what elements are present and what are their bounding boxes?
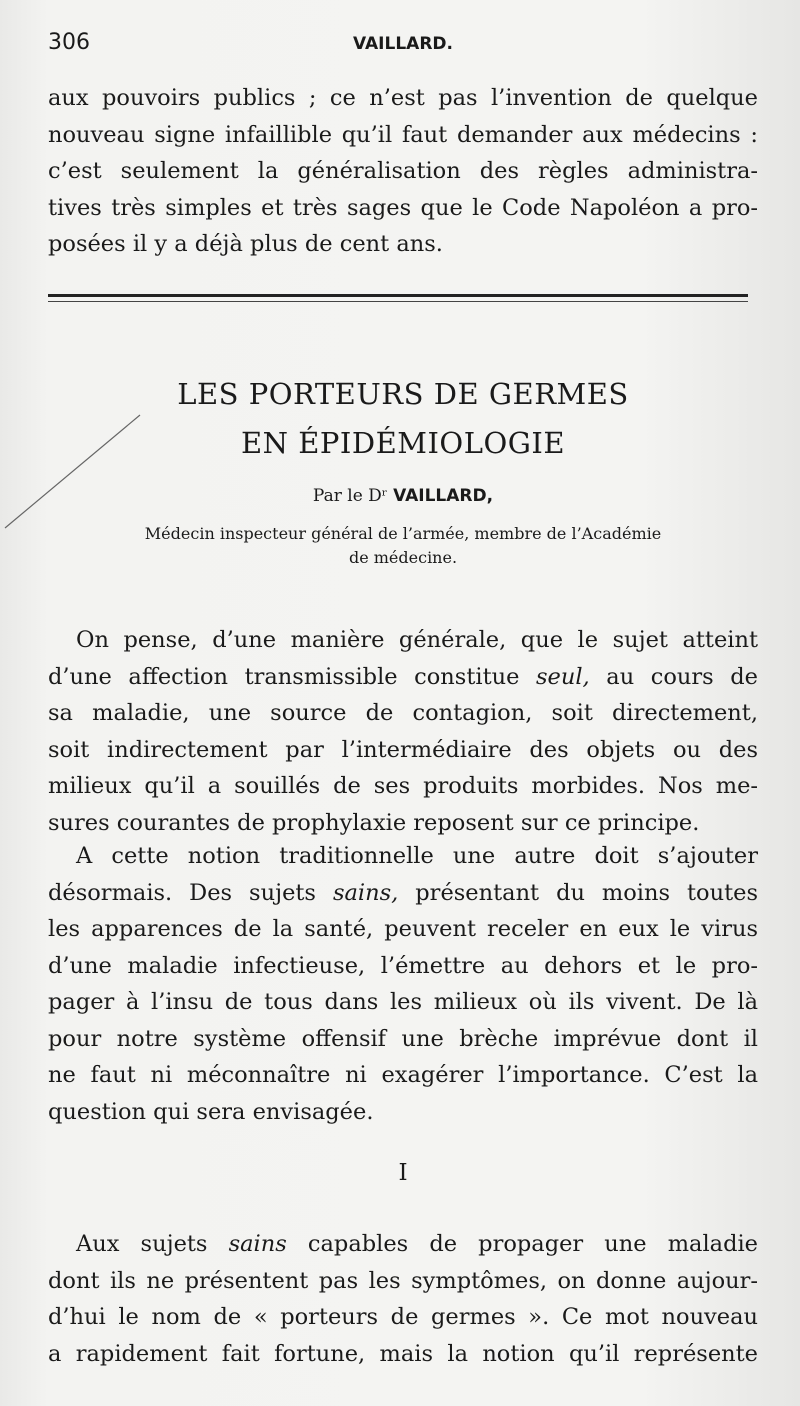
title-line: LES PORTEURS DE GERMES [177,377,629,411]
text-line: ne faut ni méconnaître ni exagérer l’importance. C’est la [48,1062,758,1088]
text-run: au cours de [589,663,758,690]
text-line: a rapidement fait fortune, mais la notion qu’il représente [48,1340,758,1367]
paragraph-1 [48,622,758,841]
text-line [48,1226,758,1263]
text-line: aux pouvoirs publics ; ce n’est pas l’invention de quelque [48,85,758,111]
article-title [48,370,758,468]
text-line: pour notre système offensif une brèche imprévue dont il [48,1025,758,1052]
paragraph-2 [48,838,758,1130]
text-line: pager à l’insu de tous dans les milieux où ils vivent. De là [48,989,758,1015]
text-run: désormais. Des sujets [48,879,333,906]
text-line: nouveau signe infaillible qu’il faut demander aux médecins : [48,121,758,148]
text-line: dont ils ne présentent pas les symptômes, on donne aujour- [48,1267,758,1294]
divider-thin-line [48,301,748,302]
running-head [48,30,758,60]
author-name: VAILLARD, [393,486,494,506]
emphasis: seul, [536,663,590,690]
section-divider [48,292,748,306]
byline [48,486,758,506]
header-author: VAILLARD. [353,34,453,54]
intro-paragraph [48,80,758,263]
title-line: EN ÉPIDÉMIOLOGIE [240,426,566,460]
text-run: présentant du moins toutes [398,879,758,906]
text-line: posées il y a déjà plus de cent ans. [48,231,443,257]
text-line: les apparences de la santé, peuvent receler en eux le virus [48,916,758,942]
text-line [48,875,758,912]
text-run: d’une affection transmissible constitue [48,663,536,690]
text-line: A cette notion traditionnelle une autre doit s’ajouter [76,843,758,869]
text-line: soit indirectement par l’intermédiaire des objets ou des [48,736,758,763]
author-affiliation [48,522,758,570]
emphasis: sains, [332,879,399,906]
text-line: On pense, d’une manière générale, que le sujet atteint [76,627,758,653]
byline-prefix: Par le Dʳ [312,486,394,506]
text-line: d’une maladie infectieuse, l’émettre au dehors et le pro- [48,952,758,979]
paragraph-3 [48,1226,758,1372]
section-number: I [398,1160,408,1186]
divider-thick-line [48,294,748,297]
text-line: d’hui le nom de « porteurs de germes ». Ce mot nouveau [48,1304,758,1330]
text-line: sures courantes de prophylaxie reposent sur ce principe. [48,809,700,836]
text-line: milieux qu’il a souillés de ses produits morbides. Nos me- [48,773,758,799]
affiliation-line: Médecin inspecteur général de l’armée, membre de l’Académie [144,524,662,543]
text-run: capables de propager une maladie [286,1231,758,1257]
affiliation-line: de médecine. [348,548,458,567]
text-line: c’est seulement la généralisation des règles administra- [48,158,758,184]
emphasis: sains [228,1231,287,1257]
text-run: Aux sujets [76,1231,229,1257]
text-line: question qui sera envisagée. [48,1098,374,1125]
page-number: 306 [48,30,90,55]
text-line [48,659,758,696]
text-line: tives très simples et très sages que le Code Napoléon a pro- [48,194,758,221]
text-line: sa maladie, une source de contagion, soit directement, [48,700,758,726]
